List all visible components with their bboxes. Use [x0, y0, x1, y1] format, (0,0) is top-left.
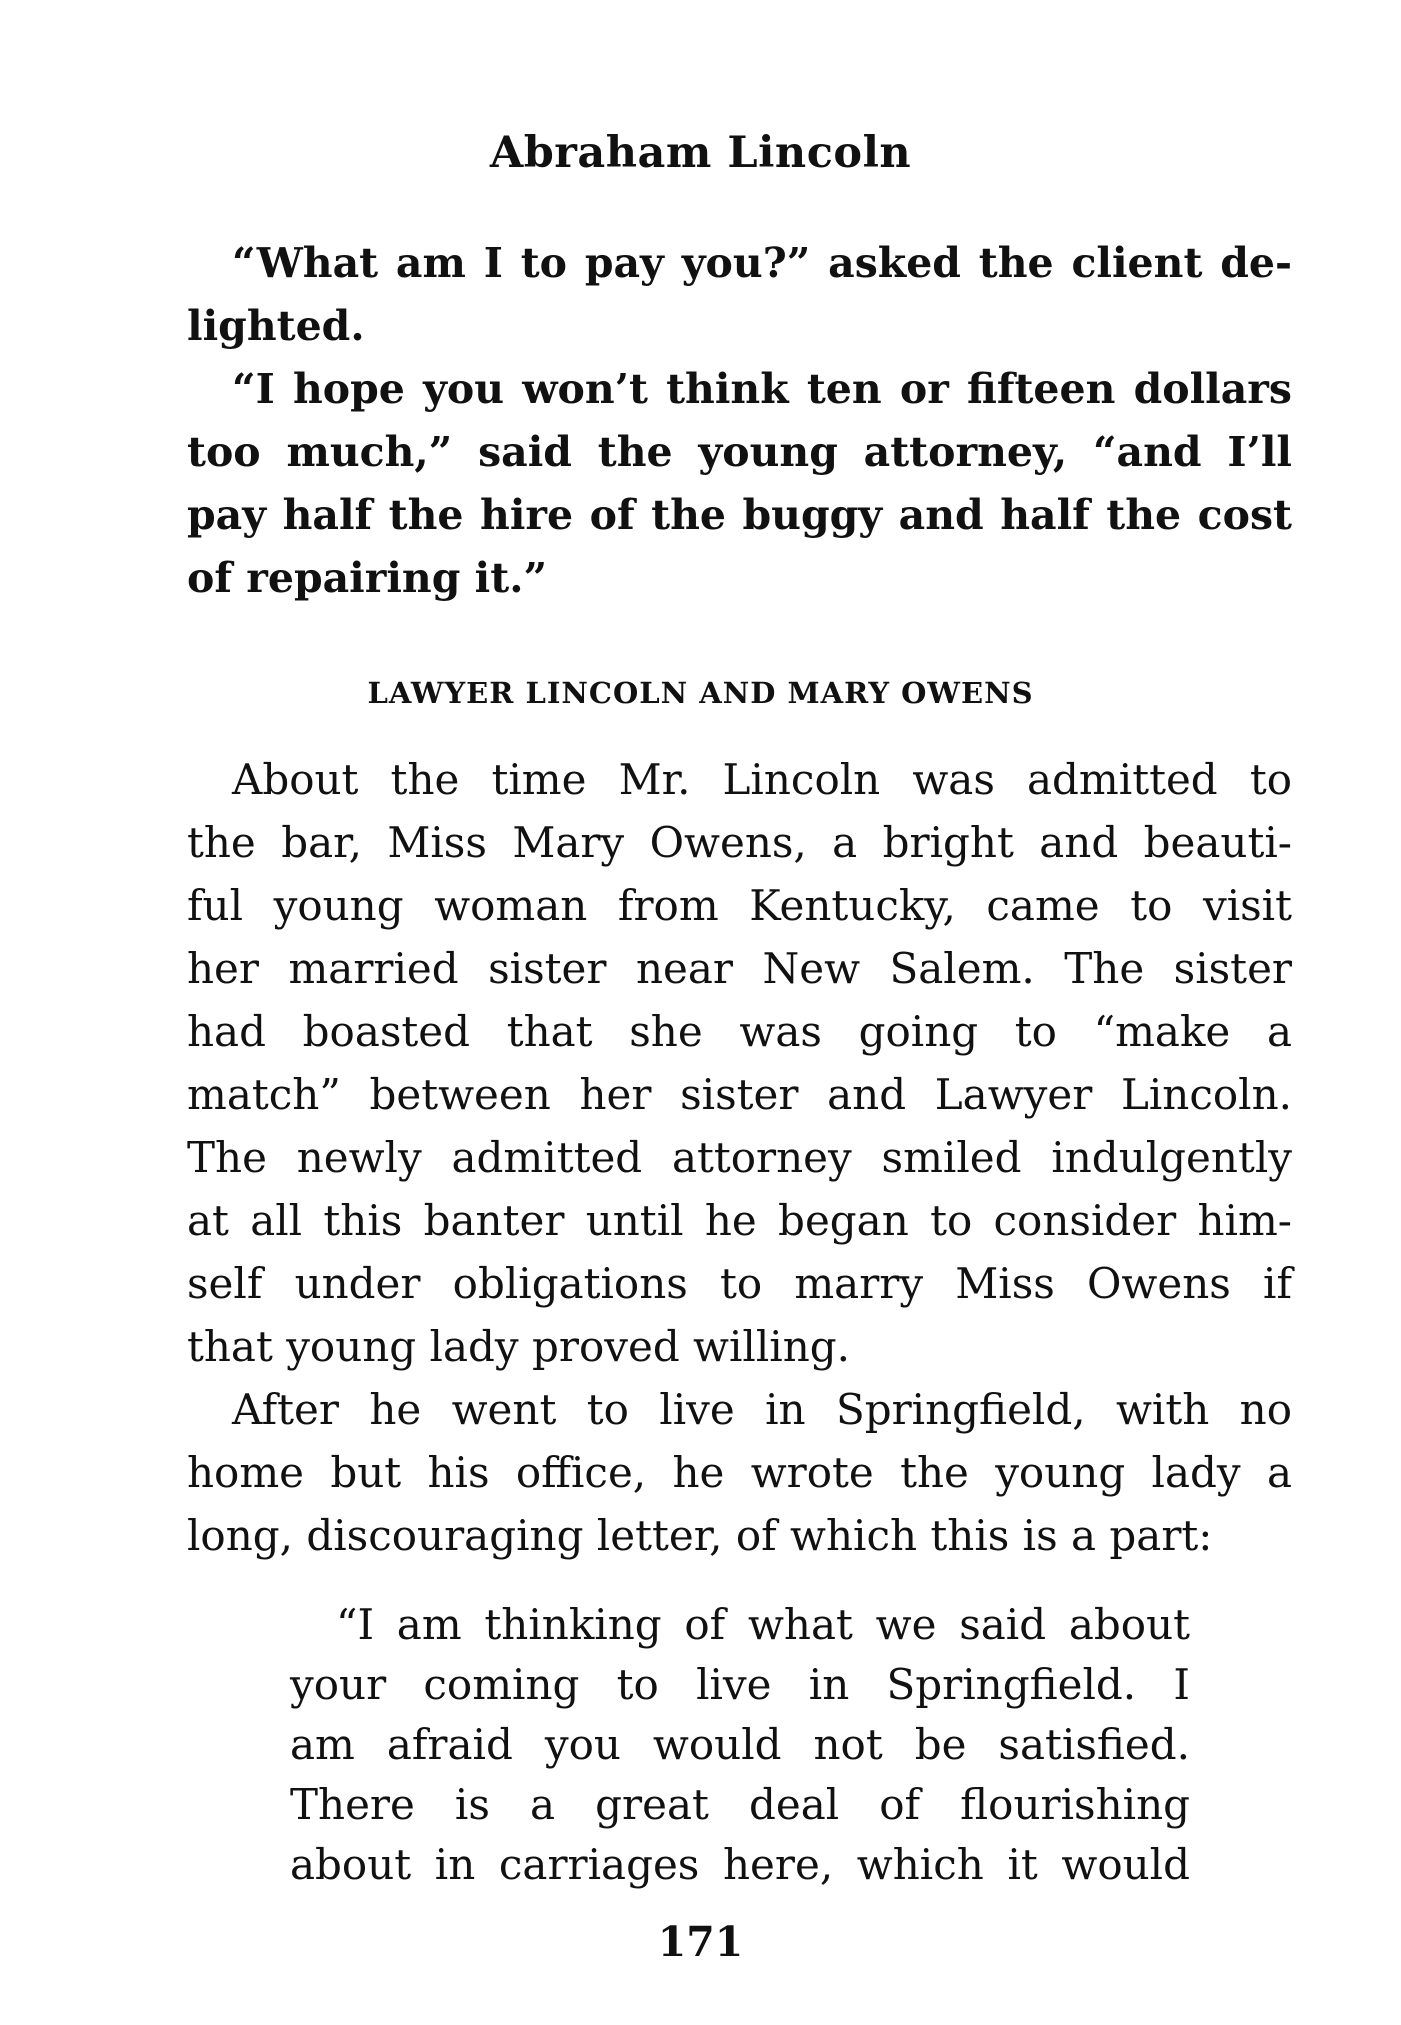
body-line: About the time Mr. Lincoln was admitted to	[232, 755, 1292, 804]
dialogue-line: lighted.	[187, 302, 365, 350]
letter-quote	[290, 1595, 1190, 1895]
body-line: ful young woman from Kentucky, came to visit	[187, 881, 1292, 930]
quote-line: about in carriages here, which it would	[290, 1840, 1190, 1889]
section-heading: LAWYER LINCOLN AND MARY OWENS	[367, 676, 1034, 710]
body-line: had boasted that she was going to “make a	[187, 1007, 1292, 1056]
dialogue-line: of repairing it.”	[187, 554, 548, 602]
dialogue-passage	[187, 232, 1292, 610]
body-line: at all this banter until he began to consider him-	[187, 1196, 1292, 1245]
body-line: self under obligations to marry Miss Owens if	[187, 1259, 1292, 1308]
body-line: the bar, Miss Mary Owens, a bright and beauti-	[187, 818, 1292, 867]
page-number: 171	[657, 1918, 744, 1966]
dialogue-line: too much,” said the young attorney, “and I’ll	[187, 428, 1292, 476]
dialogue-line: “I hope you won’t think ten or fifteen dollars	[232, 365, 1292, 413]
running-head: Abraham Lincoln	[489, 128, 912, 178]
dialogue-line: “What am I to pay you?” asked the client de-	[232, 239, 1292, 287]
quote-line: “I am thinking of what we said about	[336, 1600, 1190, 1649]
quote-line: There is a great deal of flourishing	[290, 1780, 1190, 1829]
body-line: home but his office, he wrote the young lady a	[187, 1448, 1292, 1497]
body-line: The newly admitted attorney smiled indulgently	[187, 1133, 1292, 1182]
body-line: her married sister near New Salem. The sister	[187, 944, 1292, 993]
quote-line: am afraid you would not be satisfied.	[290, 1720, 1190, 1769]
body-line: that young lady proved willing.	[187, 1322, 851, 1371]
body-line: long, discouraging letter, of which this is a part:	[187, 1511, 1213, 1560]
quote-line: your coming to live in Springfield. I	[290, 1660, 1190, 1709]
dialogue-line: pay half the hire of the buggy and half the cost	[187, 491, 1292, 539]
body-passage	[187, 748, 1292, 1567]
body-line: After he went to live in Springfield, with no	[232, 1385, 1292, 1434]
body-line: match” between her sister and Lawyer Lincoln.	[187, 1070, 1292, 1119]
